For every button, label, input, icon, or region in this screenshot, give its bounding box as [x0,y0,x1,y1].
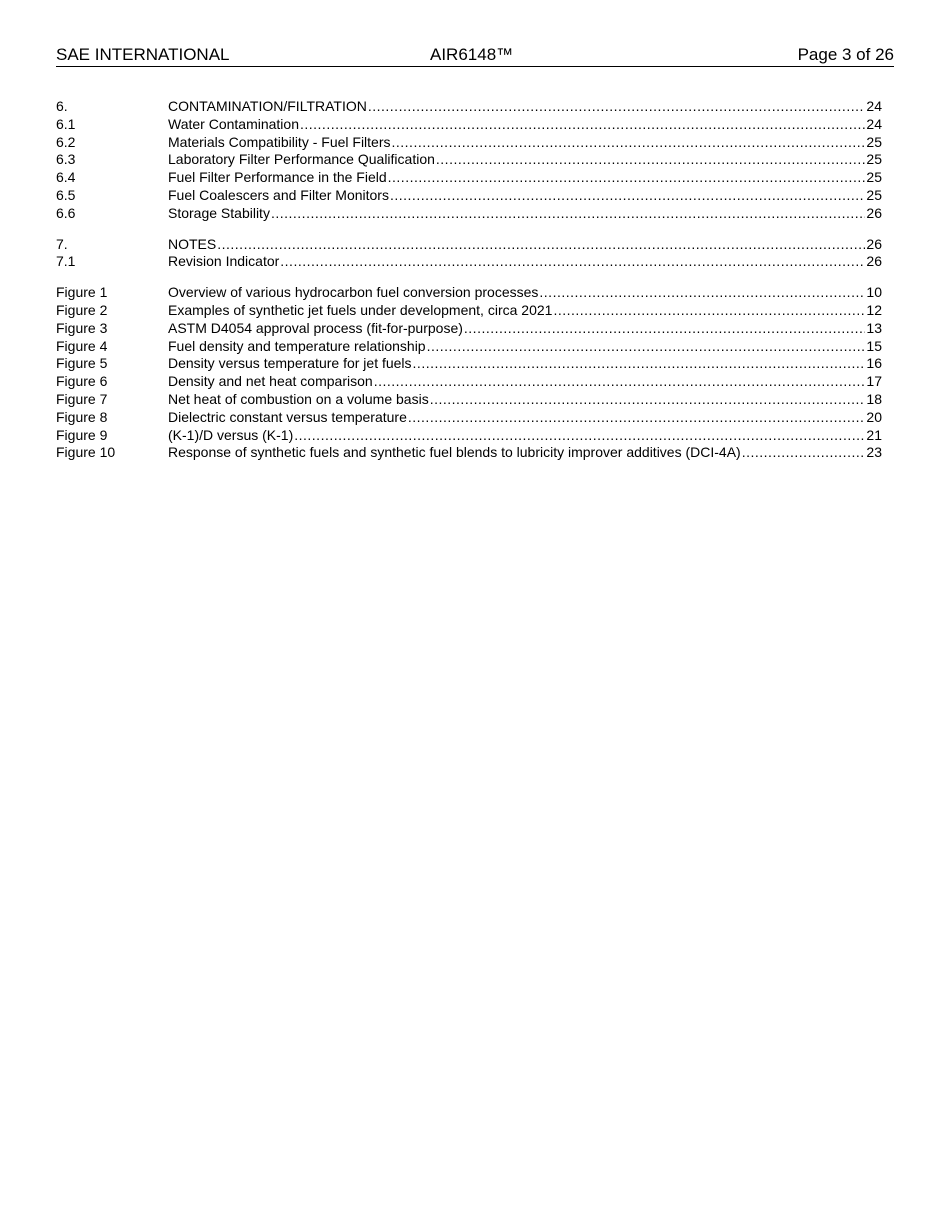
toc-entry[interactable] [56,205,882,223]
toc-entry[interactable] [56,134,882,152]
toc-entry-page: 17 [866,373,882,390]
toc-entry-title: Materials Compatibility - Fuel Filters [168,133,391,150]
toc-entry-page: 16 [866,355,882,372]
toc-entry[interactable] [56,169,882,187]
toc-entry[interactable] [56,302,882,320]
toc-entry-number: Figure 9 [56,426,108,443]
toc-entry-page: 12 [866,301,882,318]
toc-entry-title: Fuel Filter Performance in the Field [168,169,387,186]
toc-entry-page: 10 [866,284,882,301]
toc-entry-page: 18 [866,390,882,407]
toc-entry[interactable] [56,98,882,116]
toc-figures-list [56,284,882,462]
toc-dot-leader [374,373,866,391]
toc-entry-number: Figure 5 [56,355,108,372]
toc-entry-page: 21 [866,426,882,443]
toc-entry[interactable] [56,355,882,373]
toc-entry-title: Overview of various hydrocarbon fuel conversion processes [168,284,539,301]
toc-entry-page: 26 [866,253,882,270]
toc-entry-title: (K-1)/D versus (K-1) [168,426,294,443]
toc-entry[interactable] [56,320,882,338]
toc-section-7 [56,236,882,272]
toc-entry-title: Density versus temperature for jet fuels [168,355,412,372]
toc-entry[interactable] [56,391,882,409]
toc-dot-leader [388,169,866,187]
toc-entry-page: 24 [866,115,882,132]
toc-dot-leader [427,338,866,356]
toc-entry-number: Figure 8 [56,408,108,425]
toc-entry-number: 6. [56,98,68,114]
toc-entry-number: 6.6 [56,204,76,221]
toc-entry-number: 6.4 [56,169,76,186]
toc-dot-leader [390,187,865,205]
toc-entry[interactable] [56,373,882,391]
toc-entry-number: Figure 4 [56,337,108,354]
header-organization: SAE INTERNATIONAL [56,45,230,64]
toc-entry[interactable] [56,187,882,205]
toc-entry-title: Response of synthetic fuels and synthetic fuel blends to lubricity improver additives (DCI-4A) [168,444,741,461]
toc-dot-leader [553,302,865,320]
toc-entry-title: Dielectric constant versus temperature [168,408,407,425]
toc-entry-number: Figure 2 [56,301,108,318]
header-page-number: Page 3 of 26 [797,45,894,64]
toc-entry[interactable] [56,338,882,356]
toc-entry-title: Net heat of combustion on a volume basis [168,390,429,407]
toc-entry-number: Figure 1 [56,284,108,301]
toc-entry-number: Figure 10 [56,444,116,461]
toc-entry-title: Storage Stability [168,204,270,221]
toc-entry-title: Laboratory Filter Performance Qualification [168,151,435,168]
toc-entry-page: 23 [866,444,882,461]
toc-section-6 [56,98,882,223]
toc-entry[interactable] [56,253,882,271]
toc-dot-leader [217,236,865,254]
toc-entry-title: Revision Indicator [168,253,280,270]
toc-dot-leader [430,391,866,409]
toc-entry-title: CONTAMINATION/FILTRATION [168,98,367,114]
toc-entry-number: 6.2 [56,133,76,150]
toc-dot-leader [408,409,866,427]
table-of-contents [56,98,882,462]
toc-entry[interactable] [56,236,882,254]
toc-entry-page: 25 [866,169,882,186]
toc-entry[interactable] [56,116,882,134]
toc-entry[interactable] [56,284,882,302]
toc-entry-title: Water Contamination [168,115,299,132]
toc-entry[interactable] [56,444,882,462]
toc-entry-number: 7. [56,235,68,252]
toc-entry-page: 13 [866,319,882,336]
toc-entry-number: 6.5 [56,186,76,203]
toc-entry[interactable] [56,151,882,169]
toc-entry-number: Figure 3 [56,319,108,336]
toc-dot-leader [742,444,866,462]
toc-entry-title: Fuel Coalescers and Filter Monitors [168,186,389,203]
toc-entry-page: 15 [866,337,882,354]
toc-entry-page: 25 [866,186,882,203]
toc-entry[interactable] [56,427,882,445]
toc-entry-title: Density and net heat comparison [168,373,373,390]
toc-dot-leader [539,284,865,302]
page-header [56,44,894,67]
toc-entry-number: 6.3 [56,151,76,168]
toc-entry-page: 26 [866,235,882,252]
toc-dot-leader [436,151,866,169]
toc-entry-number: 6.1 [56,115,76,132]
toc-dot-leader [271,205,865,223]
toc-entry-page: 26 [866,204,882,221]
toc-entry-title: ASTM D4054 approval process (fit-for-purpose) [168,319,463,336]
toc-entry-number: Figure 6 [56,373,108,390]
toc-entry-page: 24 [866,98,882,114]
toc-entry-title: NOTES [168,235,217,252]
toc-dot-leader [294,427,865,445]
toc-dot-leader [464,320,866,338]
toc-entry-page: 20 [866,408,882,425]
toc-entry-number: Figure 7 [56,390,108,407]
toc-entry-title: Fuel density and temperature relationship [168,337,426,354]
toc-entry-page: 25 [866,151,882,168]
header-document-id: AIR6148™ [430,45,514,64]
toc-dot-leader [280,253,865,271]
toc-dot-leader [300,116,865,134]
toc-entry-number: 7.1 [56,253,76,270]
toc-entry[interactable] [56,409,882,427]
toc-entry-page: 25 [866,133,882,150]
toc-dot-leader [392,134,866,152]
toc-dot-leader [413,355,866,373]
toc-entry-title: Examples of synthetic jet fuels under development, circa 2021 [168,301,553,318]
toc-dot-leader [368,98,866,116]
